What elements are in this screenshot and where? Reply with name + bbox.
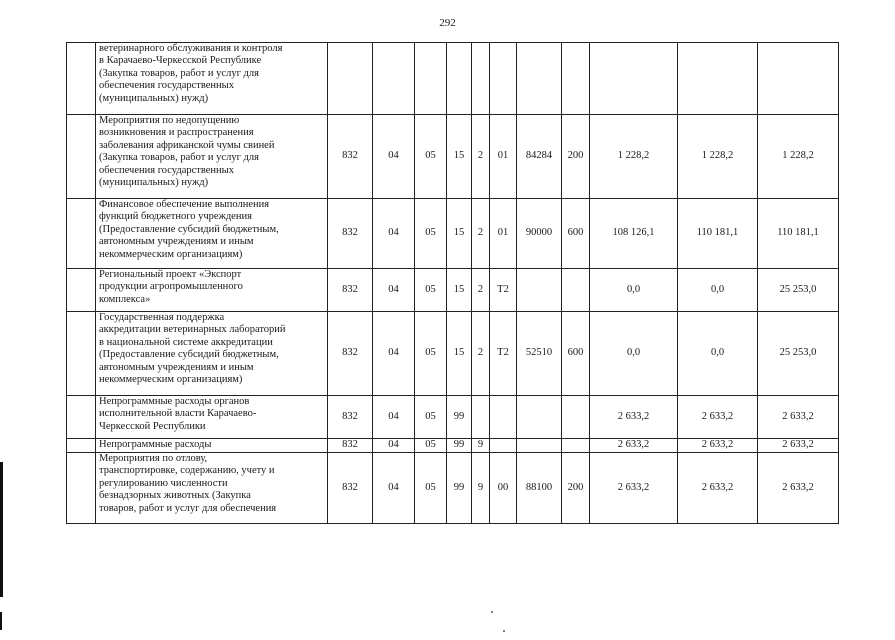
section-code <box>373 43 415 115</box>
expense-type-code: 600 <box>562 312 590 396</box>
table-row <box>67 199 839 269</box>
amount-year-2: 0,0 <box>678 312 758 396</box>
event-code: 01 <box>490 199 517 269</box>
event-code <box>490 43 517 115</box>
page-number: 292 <box>439 17 456 29</box>
ministry-code: 832 <box>328 269 373 312</box>
section-code: 04 <box>373 115 415 199</box>
event-code: T2 <box>490 312 517 396</box>
amount-year-2: 0,0 <box>678 269 758 312</box>
row-index-cell <box>67 453 96 524</box>
amount-year-3: 2 633,2 <box>758 396 839 439</box>
ministry-code <box>328 43 373 115</box>
amount-year-1: 2 633,2 <box>590 453 678 524</box>
table-row <box>67 312 839 396</box>
subsection-code: 05 <box>415 269 447 312</box>
amount-year-3: 25 253,0 <box>758 312 839 396</box>
program-code: 15 <box>447 269 472 312</box>
subprogram-code: 2 <box>472 199 490 269</box>
row-index-cell <box>67 199 96 269</box>
direction-code <box>517 43 562 115</box>
section-code: 04 <box>373 312 415 396</box>
program-code: 15 <box>447 312 472 396</box>
event-code: 01 <box>490 115 517 199</box>
description-cell: Региональный проект «Экспорт продукции агропромышленного комплекса» <box>96 269 328 312</box>
expense-type-code: 200 <box>562 115 590 199</box>
description-cell: Мероприятия по недопущению возникновения и распространения заболевания африканской чумы свиней (Закупка товаров, работ и услуг для обеспечения государственных (муниципальных) нужд) <box>96 115 328 199</box>
expense-type-code <box>562 43 590 115</box>
subsection-code <box>415 43 447 115</box>
program-code: 99 <box>447 396 472 439</box>
amount-year-3: 2 633,2 <box>758 439 839 453</box>
amount-year-3: 110 181,1 <box>758 199 839 269</box>
event-code <box>490 439 517 453</box>
amount-year-1: 0,0 <box>590 269 678 312</box>
direction-code: 84284 <box>517 115 562 199</box>
amount-year-3: 2 633,2 <box>758 453 839 524</box>
table-row <box>67 439 839 453</box>
scan-margin-tick <box>0 612 2 630</box>
row-index-cell <box>67 115 96 199</box>
subsection-code: 05 <box>415 453 447 524</box>
amount-year-2 <box>678 43 758 115</box>
ministry-code: 832 <box>328 199 373 269</box>
subprogram-code <box>472 396 490 439</box>
amount-year-1 <box>590 43 678 115</box>
event-code: T2 <box>490 269 517 312</box>
ministry-code: 832 <box>328 396 373 439</box>
expense-type-code: 200 <box>562 453 590 524</box>
scan-speck <box>503 630 505 632</box>
expense-type-code <box>562 396 590 439</box>
table-row <box>67 43 839 115</box>
program-code: 99 <box>447 453 472 524</box>
program-code: 15 <box>447 115 472 199</box>
subsection-code: 05 <box>415 396 447 439</box>
table-row <box>67 453 839 524</box>
scan-margin-bar <box>0 462 3 597</box>
amount-year-2: 110 181,1 <box>678 199 758 269</box>
subprogram-code: 2 <box>472 269 490 312</box>
program-code: 99 <box>447 439 472 453</box>
row-index-cell <box>67 312 96 396</box>
ministry-code: 832 <box>328 453 373 524</box>
table-body <box>67 43 839 524</box>
subprogram-code: 2 <box>472 312 490 396</box>
amount-year-2: 2 633,2 <box>678 396 758 439</box>
row-index-cell <box>67 43 96 115</box>
direction-code <box>517 396 562 439</box>
table-row <box>67 396 839 439</box>
section-code: 04 <box>373 396 415 439</box>
expense-type-code <box>562 269 590 312</box>
description-cell: Мероприятия по отлову, транспортировке, содержанию, учету и регулированию численности безнадзорных животных (Закупка товаров, работ и услуг для обеспечения <box>96 453 328 524</box>
amount-year-3: 25 253,0 <box>758 269 839 312</box>
description-cell: Финансовое обеспечение выполнения функций бюджетного учреждения (Предоставление субсидий бюджетным, автономным учреждениям и иным некоммерческим организациям) <box>96 199 328 269</box>
subsection-code: 05 <box>415 199 447 269</box>
section-code: 04 <box>373 453 415 524</box>
subsection-code: 05 <box>415 115 447 199</box>
amount-year-1: 1 228,2 <box>590 115 678 199</box>
event-code <box>490 396 517 439</box>
description-cell: Государственная поддержка аккредитации ветеринарных лабораторий в национальной системе аккредитации (Предоставление субсидий бюджетным, автономным учреждениям и иным некоммерческим организациям) <box>96 312 328 396</box>
amount-year-2: 1 228,2 <box>678 115 758 199</box>
amount-year-1: 0,0 <box>590 312 678 396</box>
row-index-cell <box>67 439 96 453</box>
row-index-cell <box>67 396 96 439</box>
subsection-code: 05 <box>415 312 447 396</box>
section-code: 04 <box>373 199 415 269</box>
subprogram-code: 2 <box>472 115 490 199</box>
subprogram-code: 9 <box>472 453 490 524</box>
description-cell: Непрограммные расходы органов исполнительной власти Карачаево- Черкесской Республики <box>96 396 328 439</box>
expense-type-code: 600 <box>562 199 590 269</box>
section-code: 04 <box>373 269 415 312</box>
program-code: 15 <box>447 199 472 269</box>
table-row <box>67 115 839 199</box>
direction-code: 88100 <box>517 453 562 524</box>
subprogram-code: 9 <box>472 439 490 453</box>
scan-speck <box>491 611 493 613</box>
ministry-code: 832 <box>328 439 373 453</box>
subsection-code: 05 <box>415 439 447 453</box>
amount-year-1: 2 633,2 <box>590 396 678 439</box>
row-index-cell <box>67 269 96 312</box>
amount-year-1: 108 126,1 <box>590 199 678 269</box>
budget-table <box>66 42 839 524</box>
direction-code <box>517 439 562 453</box>
amount-year-3: 1 228,2 <box>758 115 839 199</box>
description-cell: ветеринарного обслуживания и контроля в Карачаево-Черкесской Республике (Закупка товаров, работ и услуг для обеспечения государственных (муниципальных) нужд) <box>96 43 328 115</box>
expense-type-code <box>562 439 590 453</box>
section-code: 04 <box>373 439 415 453</box>
ministry-code: 832 <box>328 312 373 396</box>
direction-code: 90000 <box>517 199 562 269</box>
direction-code <box>517 269 562 312</box>
amount-year-1: 2 633,2 <box>590 439 678 453</box>
amount-year-2: 2 633,2 <box>678 453 758 524</box>
description-cell: Непрограммные расходы <box>96 439 328 453</box>
amount-year-3 <box>758 43 839 115</box>
table-row <box>67 269 839 312</box>
program-code <box>447 43 472 115</box>
subprogram-code <box>472 43 490 115</box>
event-code: 00 <box>490 453 517 524</box>
ministry-code: 832 <box>328 115 373 199</box>
direction-code: 52510 <box>517 312 562 396</box>
amount-year-2: 2 633,2 <box>678 439 758 453</box>
